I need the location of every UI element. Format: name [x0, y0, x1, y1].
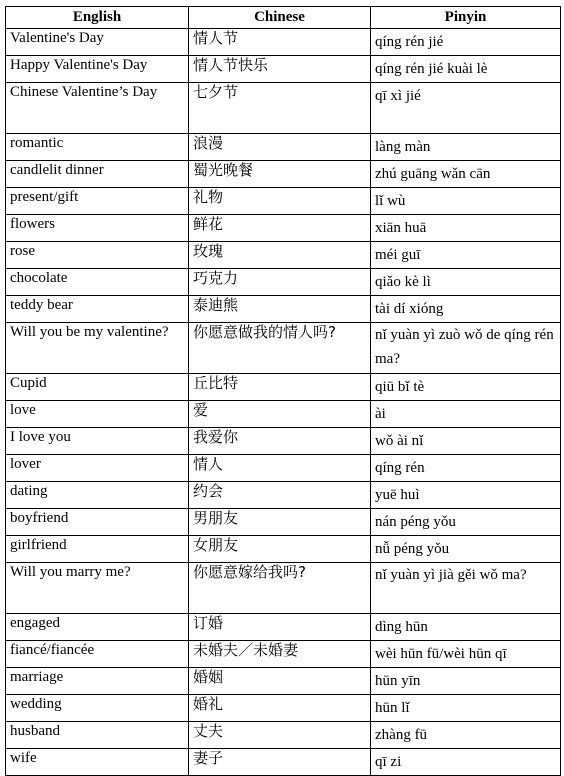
table-row: [6, 29, 561, 56]
cell-pinyin: nǚ péng yǒu: [371, 536, 561, 563]
cell-chinese: 情人节: [189, 29, 371, 56]
cell-pinyin: nán péng yǒu: [371, 509, 561, 536]
cell-english: wedding: [6, 695, 189, 722]
cell-english: teddy bear: [6, 296, 189, 323]
cell-english: I love you: [6, 428, 189, 455]
vocabulary-table: [5, 6, 561, 776]
cell-pinyin: qiǎo kè lì: [371, 269, 561, 296]
cell-chinese: 巧克力: [189, 269, 371, 296]
cell-chinese: 我爱你: [189, 428, 371, 455]
cell-pinyin: tài dí xióng: [371, 296, 561, 323]
header-english: English: [6, 7, 189, 29]
cell-pinyin: qíng rén jié kuài lè: [371, 56, 561, 83]
table-row: [6, 56, 561, 83]
cell-english: love: [6, 401, 189, 428]
table-row: [6, 215, 561, 242]
cell-english: engaged: [6, 614, 189, 641]
cell-english: flowers: [6, 215, 189, 242]
cell-pinyin: wèi hūn fū/wèi hūn qī: [371, 641, 561, 668]
table-row: [6, 323, 561, 374]
cell-english: romantic: [6, 134, 189, 161]
cell-pinyin-text: nǐ yuàn yì jià gěi wǒ ma?: [375, 567, 527, 583]
table-row: [6, 722, 561, 749]
header-pinyin: Pinyin: [371, 7, 561, 29]
table-row: [6, 749, 561, 776]
table-row: [6, 536, 561, 563]
cell-english: candlelit dinner: [6, 161, 189, 188]
cell-pinyin: hūn yīn: [371, 668, 561, 695]
table-row: [6, 695, 561, 722]
cell-pinyin: [371, 563, 561, 614]
cell-pinyin: [371, 323, 561, 374]
table-row: [6, 668, 561, 695]
cell-english: present/gift: [6, 188, 189, 215]
cell-english: rose: [6, 242, 189, 269]
cell-chinese: 蜀光晚餐: [189, 161, 371, 188]
cell-chinese: 鲜花: [189, 215, 371, 242]
table-row: [6, 482, 561, 509]
cell-english: Will you be my valentine?: [6, 323, 189, 374]
cell-chinese: 婚礼: [189, 695, 371, 722]
cell-chinese: 订婚: [189, 614, 371, 641]
cell-chinese: 玫瑰: [189, 242, 371, 269]
cell-english: Valentine's Day: [6, 29, 189, 56]
cell-chinese: 婚姻: [189, 668, 371, 695]
table-row: [6, 134, 561, 161]
cell-pinyin: ài: [371, 401, 561, 428]
cell-english: fiancé/fiancée: [6, 641, 189, 668]
cell-english: husband: [6, 722, 189, 749]
cell-pinyin: dìng hūn: [371, 614, 561, 641]
table-row: [6, 563, 561, 614]
table-row: [6, 374, 561, 401]
cell-english: Will you marry me?: [6, 563, 189, 614]
cell-chinese: 礼物: [189, 188, 371, 215]
table-row: [6, 455, 561, 482]
cell-english: Cupid: [6, 374, 189, 401]
header-chinese: Chinese: [189, 7, 371, 29]
cell-pinyin: yuē huì: [371, 482, 561, 509]
cell-pinyin: qíng rén: [371, 455, 561, 482]
cell-chinese: 你愿意嫁给我吗?: [189, 563, 371, 614]
cell-chinese: 妻子: [189, 749, 371, 776]
cell-pinyin: qiū bǐ tè: [371, 374, 561, 401]
cell-chinese: 男朋友: [189, 509, 371, 536]
cell-pinyin: qī xì jié: [371, 83, 561, 134]
cell-english: wife: [6, 749, 189, 776]
cell-chinese: 情人节快乐: [189, 56, 371, 83]
cell-chinese: 泰迪熊: [189, 296, 371, 323]
table-row: [6, 161, 561, 188]
cell-chinese: 爱: [189, 401, 371, 428]
cell-pinyin: hūn lǐ: [371, 695, 561, 722]
cell-english: boyfriend: [6, 509, 189, 536]
cell-chinese: 丘比特: [189, 374, 371, 401]
cell-chinese: 浪漫: [189, 134, 371, 161]
table-row: [6, 401, 561, 428]
cell-pinyin: qíng rén jié: [371, 29, 561, 56]
cell-english: Chinese Valentine’s Day: [6, 83, 189, 134]
cell-chinese: 未婚夫／未婚妻: [189, 641, 371, 668]
cell-pinyin: wǒ ài nǐ: [371, 428, 561, 455]
cell-english: chocolate: [6, 269, 189, 296]
cell-pinyin: zhú guāng wǎn cān: [371, 161, 561, 188]
cell-english: dating: [6, 482, 189, 509]
table-row: [6, 614, 561, 641]
table-row: [6, 509, 561, 536]
cell-chinese: 情人: [189, 455, 371, 482]
table-row: [6, 269, 561, 296]
cell-pinyin: làng màn: [371, 134, 561, 161]
cell-english: lover: [6, 455, 189, 482]
cell-chinese: 女朋友: [189, 536, 371, 563]
cell-chinese: 丈夫: [189, 722, 371, 749]
cell-pinyin: zhàng fū: [371, 722, 561, 749]
table-row: [6, 296, 561, 323]
cell-pinyin: qī zi: [371, 749, 561, 776]
cell-pinyin: méi guī: [371, 242, 561, 269]
table-row: [6, 83, 561, 134]
cell-pinyin-text: nǐ yuàn yì zuò wǒ de qíng rén ma?: [375, 327, 554, 367]
cell-pinyin: lǐ wù: [371, 188, 561, 215]
table-row: [6, 641, 561, 668]
cell-pinyin: xiān huā: [371, 215, 561, 242]
cell-chinese: 约会: [189, 482, 371, 509]
cell-english: Happy Valentine's Day: [6, 56, 189, 83]
cell-chinese: 七夕节: [189, 83, 371, 134]
table-row: [6, 188, 561, 215]
header-row: [6, 7, 561, 29]
table-row: [6, 428, 561, 455]
cell-english: marriage: [6, 668, 189, 695]
cell-chinese: 你愿意做我的情人吗?: [189, 323, 371, 374]
table-row: [6, 242, 561, 269]
cell-english: girlfriend: [6, 536, 189, 563]
